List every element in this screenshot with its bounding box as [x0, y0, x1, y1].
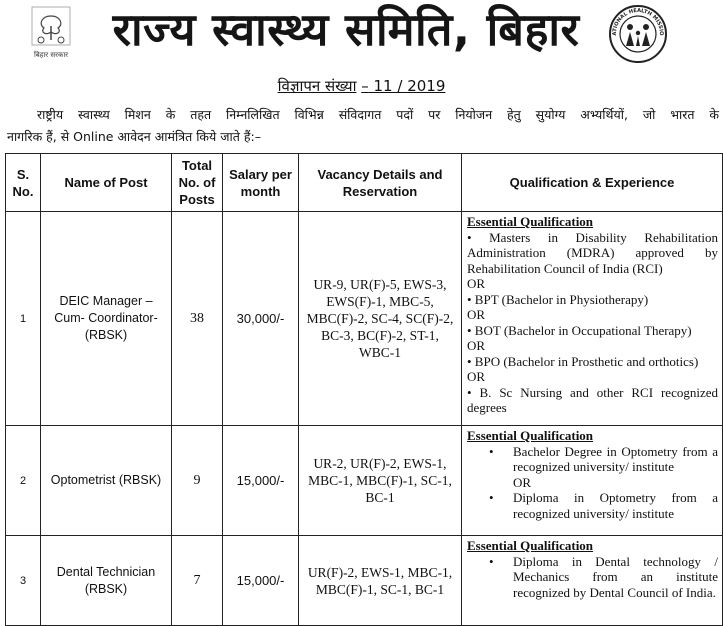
qualification-line: • BOT (Bachelor in Occupational Therapy) — [467, 322, 692, 338]
qualification-line: • B. Sc Nursing and other RCI recognized degrees — [467, 384, 718, 415]
advertisement-label: विज्ञापन संख्या — [277, 77, 357, 95]
qualification-line: OR — [467, 338, 486, 353]
bullet-icon: • — [489, 490, 494, 505]
qualification-line: OR — [467, 276, 486, 291]
table-row — [6, 426, 723, 536]
qualification-line: Bachelor Degree in Optometry from a recognized university/ institute — [513, 443, 718, 474]
row-reservation: UR(F)-2, EWS-1, MBC-1, MBC(F)-1, SC-1, BC-1 — [299, 536, 462, 626]
table-row — [6, 536, 723, 626]
qualification-line: OR — [467, 369, 486, 384]
table-header-row — [6, 154, 723, 212]
row-post-name: Optometrist (RBSK) — [41, 426, 172, 536]
row-post-name: Dental Technician (RBSK) — [41, 536, 172, 626]
advertisement-value: 11 / 2019 — [373, 77, 446, 95]
row-reservation: UR-2, UR(F)-2, EWS-1, MBC-1, MBC(F)-1, SC-1, BC-1 — [299, 426, 462, 536]
header-qualification: Qualification & Experience — [462, 154, 723, 212]
qualification-line: Diploma in Optometry from a recognized university/ institute — [513, 490, 718, 521]
emblem-caption: बिहार सरकार — [33, 51, 69, 59]
qualification-line: OR — [513, 474, 532, 490]
national-health-mission-logo — [608, 4, 668, 64]
row-post-name: DEIC Manager – Cum- Coordinator- (RBSK) — [41, 212, 172, 426]
tree-emblem-icon — [28, 4, 74, 50]
qualification-bullet-item — [467, 490, 718, 521]
qualification-line: • BPT (Bachelor in Physiotherapy) — [467, 291, 649, 307]
advertisement-dash: – — [361, 77, 369, 95]
intro-line-2: नागरिक हैं, से Online आवेदन आमंत्रित किये जाते हैं:– — [7, 129, 261, 144]
row-total-posts: 7 — [172, 536, 223, 626]
row-qualification — [462, 426, 723, 536]
qualification-title: Essential Qualification — [467, 428, 594, 443]
header-vacancy: Vacancy Details and Reservation — [299, 154, 462, 212]
intro-line-1: राष्ट्रीय स्वास्थ्य मिशन के तहत निम्नलिखित विभिन्न संविदागत पदों पर नियोजन हेतु सुयोग्य अभ्यर्थियों, जो भारत के — [37, 107, 719, 122]
row-salary: 30,000/- — [223, 212, 299, 426]
row-sno: 2 — [6, 426, 41, 536]
nhm-logo-text: ATIONAL HEALTH MISSIO — [611, 7, 665, 36]
qualification-bullet-item — [467, 444, 718, 475]
nhm-family-icon — [608, 4, 668, 64]
intro-paragraph — [7, 104, 719, 148]
qualification-line: OR — [467, 307, 486, 322]
bihar-government-emblem — [28, 4, 74, 60]
header-salary: Salary per month — [223, 154, 299, 212]
row-total-posts: 9 — [172, 426, 223, 536]
bullet-icon: • — [489, 553, 494, 569]
qualification-line: • BPO (Bachelor in Prosthetic and orthotics) — [467, 353, 699, 369]
page-title: राज्य स्वास्थ्य समिति, बिहार — [112, 3, 580, 56]
qualification-title: Essential Qualification — [467, 538, 594, 553]
qualification-bullet-item — [467, 554, 718, 601]
vacancy-table — [5, 153, 723, 626]
row-salary: 15,000/- — [223, 426, 299, 536]
table-row — [6, 212, 723, 426]
qualification-line: • Masters in Disability Rehabilitation Administration (MDRA) approved by Rehabilitation Council of India (RCI) — [467, 229, 718, 276]
header-sno: S. No. — [6, 154, 41, 212]
row-sno: 3 — [6, 536, 41, 626]
row-reservation: UR-9, UR(F)-5, EWS-3, EWS(F)-1, MBC-5, MBC(F)-2, SC-4, SC(F)-2, BC-3, BC(F)-2, ST-1, WBC-1 — [299, 212, 462, 426]
header-total-posts: Total No. of Posts — [172, 154, 223, 212]
header-name-of-post: Name of Post — [41, 154, 172, 212]
qualification-line: Diploma in Dental technology / Mechanics from an institute recognized by Dental Council of India. — [513, 553, 718, 600]
row-sno: 1 — [6, 212, 41, 426]
bullet-icon: • — [489, 443, 494, 459]
row-qualification — [462, 536, 723, 626]
row-qualification — [462, 212, 723, 426]
row-total-posts: 38 — [172, 212, 223, 426]
row-salary: 15,000/- — [223, 536, 299, 626]
qualification-title: Essential Qualification — [467, 214, 594, 229]
advertisement-number — [0, 76, 723, 96]
